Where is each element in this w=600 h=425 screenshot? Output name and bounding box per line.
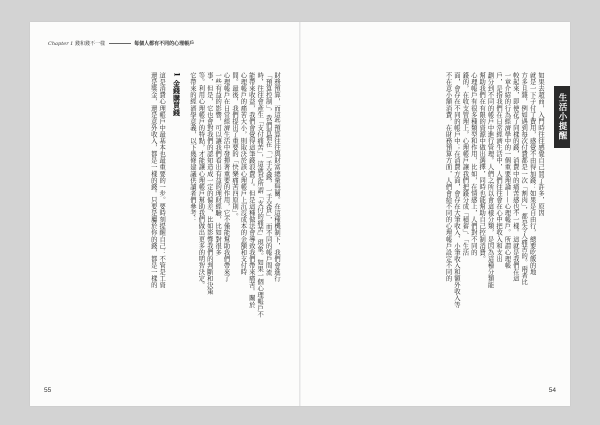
text-column: 心理帳戶在日常經濟生活中發揮著重要的作用，它不僅能幫助我們帶來了 bbox=[222, 72, 230, 282]
chapter-label: Chapter 1 bbox=[48, 41, 74, 47]
text-column: 錢的，在收支管理上，心理帳戶讓我們把錢分成「積蓄」、「生活 bbox=[461, 72, 469, 256]
text-column: 這是消費心理帳戶中最基本也最重要的一步。要時刻提醒自己：不管是工資 bbox=[158, 72, 166, 289]
text-column: 等。利用心理帳戶的特點，才能讓心理帳戶幫助我們做出更多的明智決定。 bbox=[197, 72, 205, 289]
header-rule bbox=[109, 43, 131, 44]
left-page bbox=[30, 22, 300, 406]
text-column: 它帶來的經濟學意義，以下幾條建議供讀者們參考： bbox=[188, 72, 196, 223]
right-text-block bbox=[443, 72, 544, 362]
text-column: 還是獎金，還是意外收入，都是一樣的錢。只要是屬於你的錢，都是一樣的 bbox=[149, 72, 157, 289]
chapter-title: 錢和錢不一樣 bbox=[74, 41, 105, 47]
text-column: 間。最後，我們提出了重要的「快樂痛苦四原則」。 bbox=[230, 72, 238, 220]
chapter-subtitle: 每個人都有不同的心理帳戶 bbox=[134, 41, 195, 47]
section-tab: 生活小提醒 bbox=[554, 86, 570, 148]
text-column: 能帶來收益，我們會覺得這筆錢浪費了。但是這種做法會導致我們帶來痛苦。關於 bbox=[247, 72, 255, 308]
text-column: 事，但是，它也會對我們的認知造成一定的偏差，比如影響我們的判斷和決策 bbox=[205, 72, 213, 295]
text-column: 劃分到不同的帳戶中進行管理。人們之所以會這樣分類，是因為這種分類能 bbox=[486, 72, 494, 289]
left-text-block bbox=[148, 72, 280, 362]
text-column: 較起來，即使花了同樣的錢，消費中的痛苦感也不一樣。這就是我們在這 bbox=[511, 72, 519, 282]
section-heading: 1 金錢購買錢 bbox=[172, 72, 182, 117]
text-column: 面，會存在不同的帳戶中；在消費方面，會存在大筆收入、小筆收入和額外收入等 bbox=[452, 72, 460, 308]
text-column: 「預算控制」，我們習慣在「一手交錢，一手交貨」，而不同的帳戶間流 bbox=[264, 72, 272, 276]
text-column: 不在意小額消費，在財務預算方面，人們會給不同的心理帳戶設定不同的 bbox=[444, 72, 452, 282]
page-number-right: 54 bbox=[548, 387, 556, 394]
right-page bbox=[300, 22, 570, 406]
page-number-left: 55 bbox=[44, 387, 52, 394]
text-column: 一章介紹的行為經濟學中的一個重要理論——心理帳戶。所謂心理帳 bbox=[503, 72, 511, 269]
text-column: 時，往往會產生「支付痛苦」，這就是所謂「支付的痛苦」現象。如果一個心理帳戶不 bbox=[256, 72, 264, 318]
text-column: 一些有益的影響，可以讓我們看出有益的理財經驗，比如對很多 bbox=[214, 72, 222, 256]
text-column: 心理帳戶的痛苦大小，則取決於該心理帳戶上沉沒成本的金額和支付時 bbox=[239, 72, 247, 276]
text-column: 財務預算，而這些預算往往與財富總量無關。在這種機制下，我們會進行 bbox=[273, 72, 280, 282]
text-column: 就是一下子付了費用，感覺不由得加錢：如果是自由行，總要吃飯的地 bbox=[528, 72, 536, 276]
running-header bbox=[48, 40, 194, 47]
text-column: 如果去超商，入門時往往感覺自己買了許多，原因 bbox=[537, 72, 544, 217]
text-column: 戶，是指我們在日常經濟生活中，人們往往會在心中把收入和支出 bbox=[494, 72, 502, 262]
text-column: 幫助我們在有限的資源中做出選擇，同時也能幫助自己控制消費。 bbox=[478, 72, 486, 262]
book-spread bbox=[30, 22, 570, 406]
text-column: 心理帳戶有很多種類型和作用，比如，在情感上，人們對不同的 bbox=[469, 72, 477, 256]
text-column: 方多且雜，例如遇到每次付費都是一次「割肉」，都是令人痛苦的。兩者比 bbox=[520, 72, 528, 285]
